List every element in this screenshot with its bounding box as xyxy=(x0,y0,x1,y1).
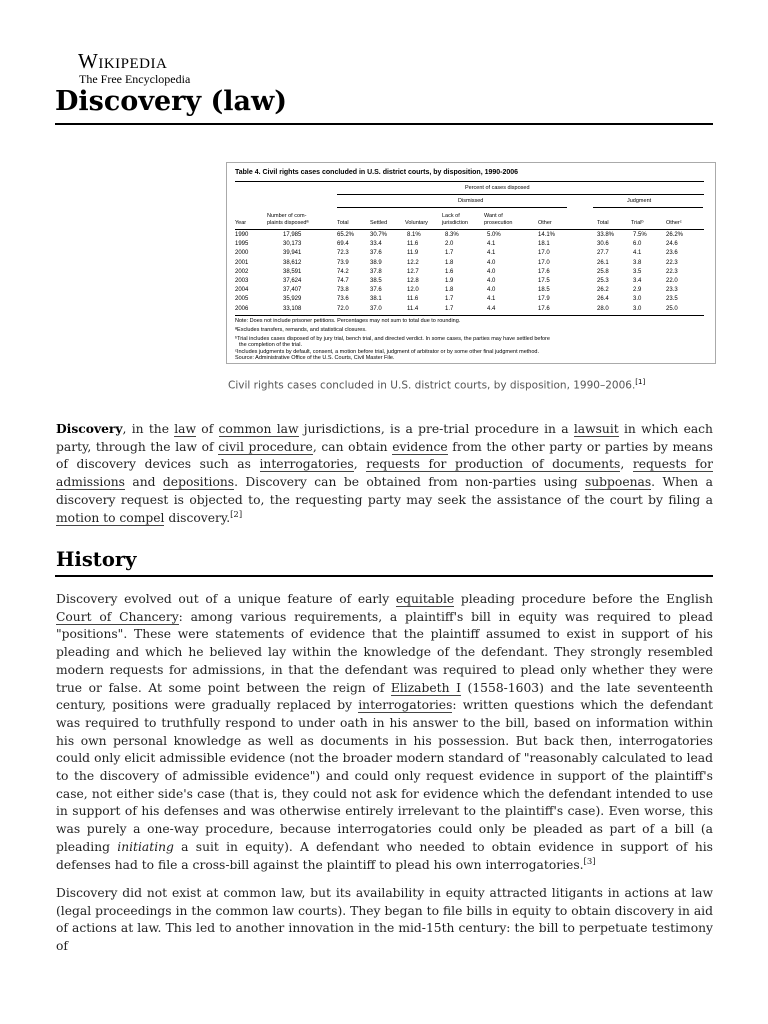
wikipedia-logo[interactable] xyxy=(78,50,190,86)
link-requests-admissions[interactable]: requests for admissions xyxy=(56,457,714,490)
link-lawsuit[interactable]: lawsuit xyxy=(573,422,619,436)
history-paragraph-1 xyxy=(56,591,713,874)
table-cell: 12.7 xyxy=(407,268,419,275)
table-cell: 1.6 xyxy=(445,268,454,275)
table-cell: 73.9 xyxy=(337,259,349,266)
table-cell: 30.6 xyxy=(597,241,609,248)
table-cell: 1995 xyxy=(235,241,249,248)
table-cell: 4.1 xyxy=(487,296,496,303)
text: jurisdictions, is a pre-trial procedure in a xyxy=(298,422,574,436)
caption-ref[interactable]: [1] xyxy=(635,378,646,386)
text: , xyxy=(620,457,633,472)
dismissed-rule xyxy=(337,207,567,208)
table-cell: 23.3 xyxy=(666,287,678,294)
text: , xyxy=(353,457,367,472)
figure-caption xyxy=(228,378,714,392)
col-want: Want of prosecution xyxy=(484,213,513,226)
text: . Discovery can be obtained from non-parties using xyxy=(234,475,585,490)
table-cell: 8.1% xyxy=(407,232,421,238)
table-cell: 4.0 xyxy=(487,259,496,266)
text: from the other party or parties by means of discovery devices such as xyxy=(56,439,713,472)
table-cell: 4.0 xyxy=(487,287,496,294)
table-cell: 3.4 xyxy=(633,278,642,284)
table-cell: 26.4 xyxy=(597,296,609,303)
table-cell: 4.4 xyxy=(487,305,496,312)
table-note: ᶜIncludes judgments by default, consent, a motion before trial, judgment of arbitrator or by some other final judgment method. xyxy=(235,349,540,355)
table-cell: 18.1 xyxy=(538,241,550,248)
table-cell: 3.8 xyxy=(633,259,642,266)
text: of xyxy=(196,422,219,436)
text: discovery. xyxy=(164,510,231,525)
table-cell: 1.7 xyxy=(445,305,454,312)
table-cell: 39,941 xyxy=(283,250,302,257)
link-equitable[interactable]: equitable xyxy=(395,592,455,606)
table-cell: 24.6 xyxy=(666,241,678,248)
table-cell: 3.5 xyxy=(633,268,642,275)
table-cell: 37,407 xyxy=(283,287,302,294)
table-note: ªExcludes transfers, remands, and statistical closures. xyxy=(235,327,367,333)
table-cell: 1990 xyxy=(235,232,249,238)
col-lack: Lack of jurisdiction xyxy=(442,213,468,226)
table-cell: 74.2 xyxy=(337,268,349,275)
table-cell: 22.3 xyxy=(666,259,678,266)
table-cell: 26.1 xyxy=(597,259,609,266)
table-cell: 38.9 xyxy=(370,259,382,266)
table-cell: 3.0 xyxy=(633,296,642,303)
text: : among various requirements, a plaintiff's bill in equity was required to plead "positions". These were statements of evidence that the plaintiff assumed to exist in support of his pleading and which he believed lay within the knowledge of the defendant. They strongly resembled modern requests for admissions, in that the defendant was required to plead only whether they were true or false. At some point between the reign of xyxy=(56,609,713,695)
table-note: the completion of the trial. xyxy=(239,342,302,348)
table-cell: 11.4 xyxy=(407,305,419,312)
table-title: Table 4. Civil rights cases concluded in U.S. district courts, by disposition, 1990-2006 xyxy=(235,169,519,176)
table-cell: 23.6 xyxy=(666,250,678,257)
col-judgment-total: Total xyxy=(597,220,609,226)
table-cell: 35,929 xyxy=(283,296,302,303)
table-cell: 1.7 xyxy=(445,250,454,257)
table-cell: 38,591 xyxy=(283,268,302,275)
table-cell: 11.6 xyxy=(407,241,419,248)
pct-rule xyxy=(337,194,704,195)
table-cell: 4.0 xyxy=(487,278,496,284)
table-cell: 30,173 xyxy=(283,241,302,248)
text: in which each party, through the law of xyxy=(56,422,713,454)
table-cell: 17.9 xyxy=(538,296,550,303)
col-settled: Settled xyxy=(370,220,388,226)
table-cell: 72.3 xyxy=(337,250,349,257)
table-cell: 4.0 xyxy=(487,268,496,275)
dismissed-header: Dismissed xyxy=(458,198,484,204)
table-cell: 22.3 xyxy=(666,268,678,275)
table-cell: 27.7 xyxy=(597,250,609,257)
link-subpoenas[interactable]: subpoenas xyxy=(584,475,652,490)
text: , can obtain xyxy=(312,439,393,454)
table-cell: 26.2 xyxy=(597,287,609,294)
table-note: Source: Administrative Office of the U.S. Courts, Civil Master File. xyxy=(235,355,395,361)
judgment-header: Judgment xyxy=(627,198,652,204)
table-cell: 1.9 xyxy=(445,278,454,284)
table-cell: 73.8 xyxy=(337,287,349,294)
table-bottom-rule xyxy=(235,315,704,316)
table-cell: 72.0 xyxy=(337,305,349,312)
link-elizabeth-i[interactable]: Elizabeth I xyxy=(390,680,461,695)
text: (1558-1603) and the late seventeenth century, positions were gradually replaced by xyxy=(56,680,713,713)
link-interrogatories-2[interactable]: interrogatories xyxy=(358,698,453,713)
table-cell: 5.0% xyxy=(487,232,501,238)
table-cell: 73.6 xyxy=(337,296,349,303)
caption-text: Civil rights cases concluded in U.S. district courts, by disposition, 1990–2006. xyxy=(228,379,636,392)
text: and xyxy=(124,475,163,490)
table-cell: 4.1 xyxy=(633,250,642,257)
table-cell: 37.6 xyxy=(370,250,382,257)
link-court-of-chancery[interactable]: Court of Chancery xyxy=(56,609,179,624)
table-top-rule xyxy=(235,181,704,182)
table-cell: 28.0 xyxy=(597,305,609,312)
table-cell: 37,624 xyxy=(283,278,302,284)
text: Discovery evolved out of a unique feature of early xyxy=(56,592,396,606)
table-cell: 3.0 xyxy=(633,305,642,312)
history-paragraph-2: Discovery did not exist at common law, but its availability in equity attracted litigants in actions at law (legal proceedings in the common law courts). They began to file bills in equity to obtain discovery in aid of actions at law. This led to another innovation in the mid-15th century: the bill to perpetuate testimony of xyxy=(56,886,713,954)
text: : written questions which the defendant was required to truthfully respond to under oath in his answer to the bill, based on information within his own personal knowledge as well as documents in his possession. But back then, interrogatories could only elicit admissible evidence (not the broader modern standard of "reasonably calculated to lead to the discovery of admissible evidence") and could only request evidence in support of the plaintiff's case, not either side's case (that is, they could not ask for evidence which the defendant intended to use in support of his defenses and was otherwise entirely irrelevant to the plaintiff's case). Even worse, this was purely a one-way procedure, because interrogatories could only be pleaded as part of a bill (a pleading xyxy=(56,698,713,854)
table-cell: 69.4 xyxy=(337,241,349,248)
table-cell: 17,985 xyxy=(283,232,302,238)
table-cell: 17.5 xyxy=(538,278,550,284)
table-cell: 38,612 xyxy=(283,259,302,266)
table-cell: 17.0 xyxy=(538,250,550,257)
table-note: ᵇTrial includes cases disposed of by jury trial, bench trial, and directed verdict. In some cases, the parties may have settled before xyxy=(235,336,550,342)
table-cell: 11.9 xyxy=(407,250,419,257)
link-motion-to-compel[interactable]: motion to compel xyxy=(56,510,165,525)
history-heading: History xyxy=(56,548,137,571)
table-cell: 2000 xyxy=(235,250,249,257)
text: pleading procedure before the English xyxy=(454,592,713,606)
col-other: Other xyxy=(538,220,552,226)
table-cell: 2.9 xyxy=(633,287,642,294)
table-cell: 37.0 xyxy=(370,305,382,312)
text: a suit in equity). A defendant who needed to obtain evidence in support of his defenses had to file a cross-bill against the plaintiff to plead his own interrogatories. xyxy=(56,839,713,872)
text: . When a discovery request is objected to, the requesting party may seek the assistance of the court by filing a xyxy=(56,475,713,507)
logo-wordmark: Wikipedia xyxy=(78,49,168,73)
link-interrogatories[interactable]: interrogatories xyxy=(259,457,354,472)
table-cell: 30.7% xyxy=(370,232,388,238)
table-cell: 17.6 xyxy=(538,305,550,312)
title-divider xyxy=(55,123,713,125)
table-cell: 6.0 xyxy=(633,241,642,248)
table-cell: 25.3 xyxy=(597,278,609,284)
table-cell: 11.6 xyxy=(407,296,419,303)
table-cell: 2006 xyxy=(235,305,249,312)
page-title: Discovery (law) xyxy=(55,86,288,117)
table-cell: 22.0 xyxy=(666,278,678,284)
header-bottom-rule xyxy=(235,229,704,230)
table-cell: 14.1% xyxy=(538,232,556,238)
col-judgment-other: Otherᶜ xyxy=(666,220,682,226)
ref-2[interactable]: [2] xyxy=(230,509,243,520)
link-civil-procedure[interactable]: civil procedure xyxy=(218,439,313,454)
table-cell: 2001 xyxy=(235,259,249,266)
table-cell: 4.1 xyxy=(487,250,496,257)
table-cell: 37.8 xyxy=(370,268,382,275)
table-cell: 2.0 xyxy=(445,241,454,248)
table-cell: 38.1 xyxy=(370,296,382,303)
term-discovery: Discovery xyxy=(56,421,123,436)
table-cell: 4.1 xyxy=(487,241,496,248)
table-cell: 1.7 xyxy=(445,296,454,303)
table-cell: 23.5 xyxy=(666,296,678,303)
table-cell: 17.6 xyxy=(538,268,550,275)
table-cell: 33.8% xyxy=(597,232,615,238)
col-number: Number of com- plaints disposedª xyxy=(267,213,309,226)
table-figure[interactable] xyxy=(226,162,716,364)
table-cell: 38.5 xyxy=(370,278,382,284)
link-law[interactable]: law xyxy=(174,422,197,436)
table-cell: 25.0 xyxy=(666,305,678,312)
link-common-law[interactable]: common law xyxy=(218,422,299,436)
history-divider xyxy=(55,575,713,577)
col-total: Total xyxy=(337,220,349,226)
link-evidence[interactable]: evidence xyxy=(392,439,448,454)
table-cell: 2004 xyxy=(235,287,249,294)
table-cell: 74.7 xyxy=(337,278,349,284)
logo-tagline: The Free Encyclopedia xyxy=(79,72,191,86)
table-cell: 17.0 xyxy=(538,259,550,266)
col-trial: Trialᵇ xyxy=(631,220,644,226)
table-cell: 12.0 xyxy=(407,287,419,294)
table-cell: 37.6 xyxy=(370,287,382,294)
table-cell: 2002 xyxy=(235,268,249,275)
table-cell: 33,108 xyxy=(283,305,302,312)
link-depositions[interactable]: depositions xyxy=(162,475,235,490)
pct-header: Percent of cases disposed xyxy=(465,185,530,191)
table-cell: 25.8 xyxy=(597,268,609,275)
table-cell: 2003 xyxy=(235,278,249,284)
judgment-rule xyxy=(593,207,703,208)
table-cell: 65.2% xyxy=(337,232,355,238)
table-cell: 12.2 xyxy=(407,259,419,266)
table-cell: 2005 xyxy=(235,296,249,303)
civil-rights-table xyxy=(233,165,708,360)
text: , in the xyxy=(122,422,175,436)
table-cell: 7.5% xyxy=(633,232,647,238)
table-cell: 1.8 xyxy=(445,259,454,266)
link-requests-production[interactable]: requests for production of documents xyxy=(366,457,621,472)
italic-initiating: initiating xyxy=(117,839,174,854)
col-year: Year xyxy=(235,220,247,226)
table-cell: 12.8 xyxy=(407,278,419,284)
col-voluntary: Voluntary xyxy=(405,220,428,226)
intro-paragraph xyxy=(56,420,713,527)
table-cell: 26.2% xyxy=(666,232,684,238)
table-cell: 1.8 xyxy=(445,287,454,294)
table-cell: 18.5 xyxy=(538,287,550,294)
table-cell: 33.4 xyxy=(370,241,382,248)
table-cell: 8.3% xyxy=(445,232,459,238)
table-note: Note: Does not include prisoner petitions. Percentages may not sum to total due to rounding. xyxy=(235,318,461,324)
ref-3[interactable]: [3] xyxy=(583,856,596,867)
